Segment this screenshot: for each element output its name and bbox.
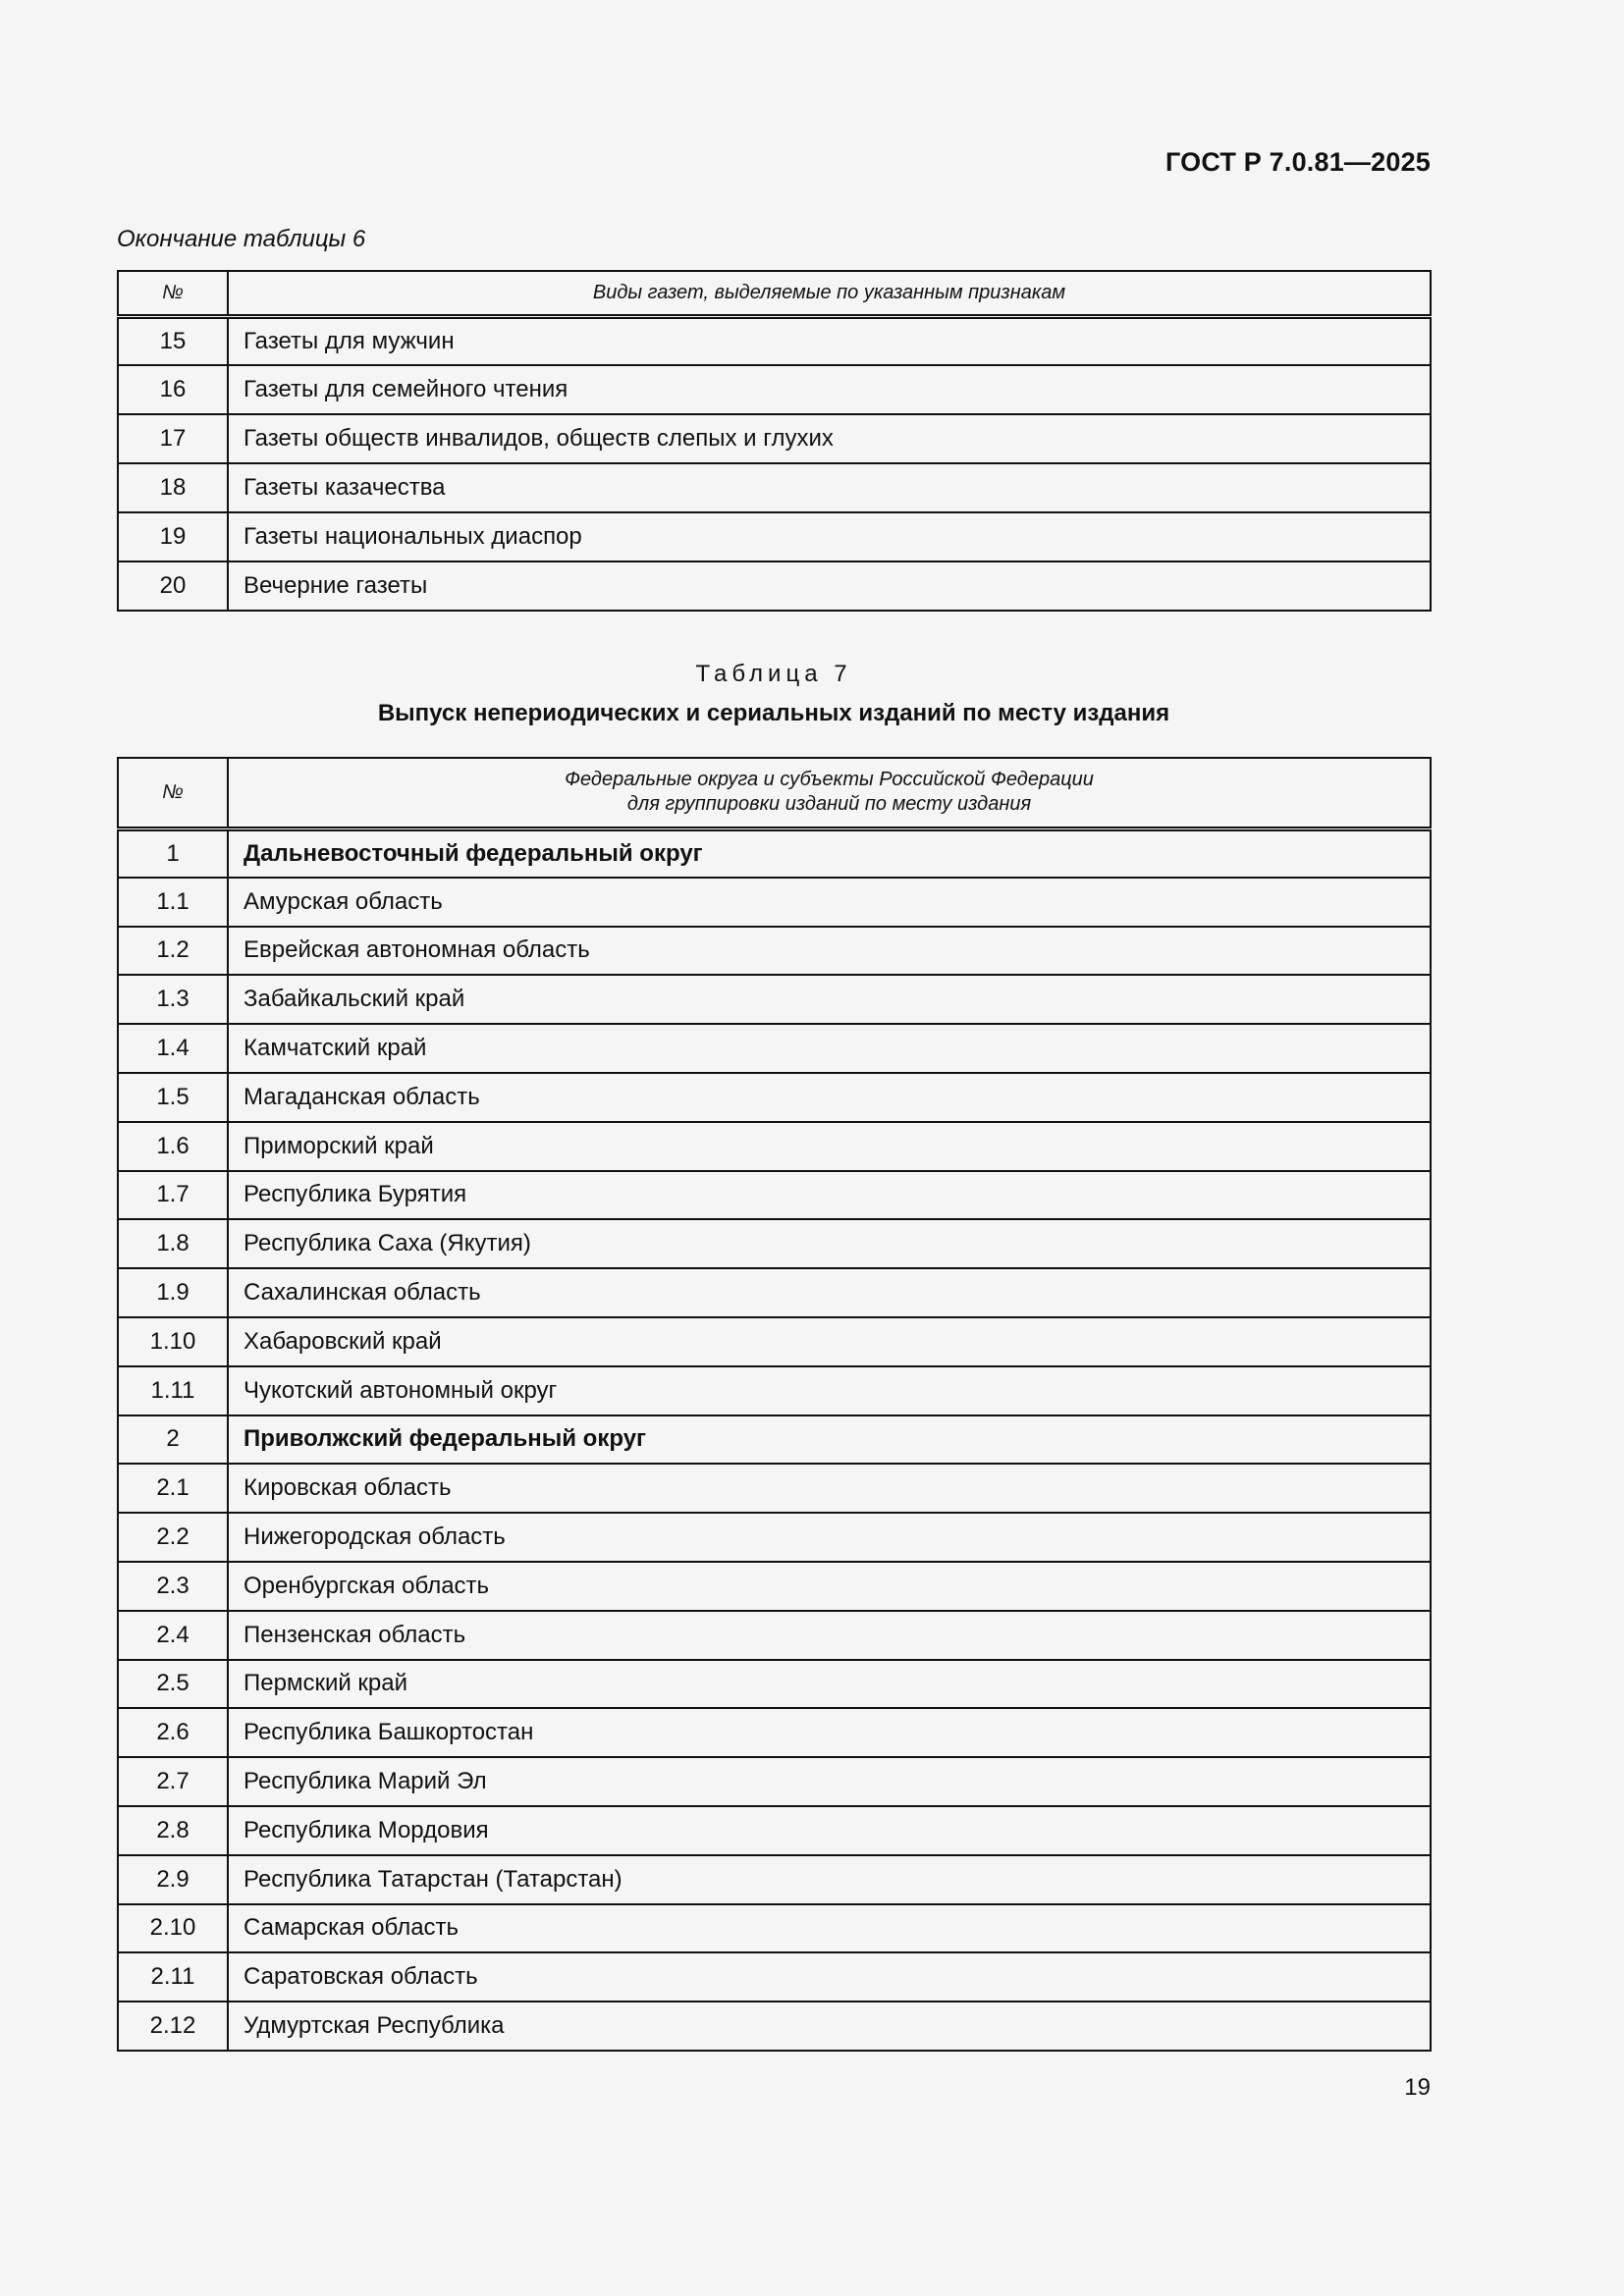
table-row — [118, 878, 1431, 927]
row-number: 1.6 — [118, 1122, 228, 1171]
row-number: 18 — [118, 463, 228, 512]
table-row — [118, 316, 1431, 365]
row-number: 2.6 — [118, 1708, 228, 1757]
table-row — [118, 561, 1431, 611]
row-number: 1.2 — [118, 927, 228, 976]
table-row — [118, 1757, 1431, 1806]
table-row — [118, 1611, 1431, 1660]
row-number: 1.1 — [118, 878, 228, 927]
page-number: 19 — [1404, 2074, 1431, 2101]
row-number: 1.7 — [118, 1171, 228, 1220]
row-name: Газеты национальных диаспор — [228, 512, 1431, 561]
table-7-header-row — [118, 758, 1431, 828]
row-name: Удмуртская Республика — [228, 2002, 1431, 2051]
row-name: Камчатский край — [228, 1024, 1431, 1073]
table-row — [118, 414, 1431, 463]
row-name: Дальневосточный федеральный округ — [228, 828, 1431, 878]
row-name: Республика Мордовия — [228, 1806, 1431, 1855]
row-number: 1.9 — [118, 1268, 228, 1317]
table-row — [118, 1513, 1431, 1562]
table-row — [118, 1660, 1431, 1709]
row-number: 1.5 — [118, 1073, 228, 1122]
column-header-line-2: для группировки изданий по месту издания — [626, 793, 1032, 816]
table-row — [118, 828, 1431, 878]
column-header-newspaper-types: Виды газет, выделяемые по указанным признакам — [228, 271, 1431, 316]
row-name: Пермский край — [228, 1660, 1431, 1709]
row-name: Саратовская область — [228, 1952, 1431, 2002]
row-name: Газеты обществ инвалидов, обществ слепых и глухих — [228, 414, 1431, 463]
table-row — [118, 975, 1431, 1024]
row-number: 1.3 — [118, 975, 228, 1024]
row-name: Нижегородская область — [228, 1513, 1431, 1562]
row-name: Магаданская область — [228, 1073, 1431, 1122]
table-row — [118, 2002, 1431, 2051]
table-row — [118, 1219, 1431, 1268]
row-name: Пензенская область — [228, 1611, 1431, 1660]
table-row — [118, 1464, 1431, 1513]
table-row — [118, 365, 1431, 414]
row-name: Приволжский федеральный округ — [228, 1415, 1431, 1465]
table-row — [118, 1855, 1431, 1904]
row-name: Приморский край — [228, 1122, 1431, 1171]
row-name: Кировская область — [228, 1464, 1431, 1513]
table-row — [118, 1562, 1431, 1611]
table-row — [118, 1708, 1431, 1757]
table-row — [118, 1073, 1431, 1122]
column-header-number: № — [118, 271, 228, 316]
table-row — [118, 1904, 1431, 1953]
table-6-header-row — [118, 271, 1431, 316]
row-number: 2.11 — [118, 1952, 228, 2002]
table-row — [118, 927, 1431, 976]
table-row — [118, 1122, 1431, 1171]
row-number: 15 — [118, 316, 228, 365]
table-row — [118, 1415, 1431, 1465]
row-name: Газеты казачества — [228, 463, 1431, 512]
row-name: Сахалинская область — [228, 1268, 1431, 1317]
row-name: Забайкальский край — [228, 975, 1431, 1024]
row-number: 2.8 — [118, 1806, 228, 1855]
row-number: 2.5 — [118, 1660, 228, 1709]
row-number: 1.4 — [118, 1024, 228, 1073]
row-number: 2.9 — [118, 1855, 228, 1904]
table-row — [118, 1806, 1431, 1855]
row-name: Республика Бурятия — [228, 1171, 1431, 1220]
row-name: Вечерние газеты — [228, 561, 1431, 611]
row-number: 2.4 — [118, 1611, 228, 1660]
table-6-body — [118, 316, 1431, 611]
row-name: Газеты для семейного чтения — [228, 365, 1431, 414]
row-number: 2 — [118, 1415, 228, 1465]
row-name: Республика Татарстан (Татарстан) — [228, 1855, 1431, 1904]
table-row — [118, 1366, 1431, 1415]
row-name: Хабаровский край — [228, 1317, 1431, 1366]
row-name: Самарская область — [228, 1904, 1431, 1953]
table-row — [118, 463, 1431, 512]
table-row — [118, 512, 1431, 561]
row-name: Газеты для мужчин — [228, 316, 1431, 365]
table-row — [118, 1171, 1431, 1220]
row-number: 2.2 — [118, 1513, 228, 1562]
row-number: 1 — [118, 828, 228, 878]
row-number: 2.3 — [118, 1562, 228, 1611]
row-number: 2.10 — [118, 1904, 228, 1953]
row-number: 1.8 — [118, 1219, 228, 1268]
row-name: Оренбургская область — [228, 1562, 1431, 1611]
row-name: Чукотский автономный округ — [228, 1366, 1431, 1415]
row-name: Республика Башкортостан — [228, 1708, 1431, 1757]
table-7-caption: Таблица 7 — [695, 661, 852, 687]
table-7 — [117, 757, 1432, 2052]
row-number: 20 — [118, 561, 228, 611]
row-number: 17 — [118, 414, 228, 463]
row-name: Еврейская автономная область — [228, 927, 1431, 976]
row-number: 1.11 — [118, 1366, 228, 1415]
table-row — [118, 1952, 1431, 2002]
table-row — [118, 1268, 1431, 1317]
row-name: Республика Саха (Якутия) — [228, 1219, 1431, 1268]
document-code: ГОСТ Р 7.0.81—2025 — [1164, 147, 1431, 177]
column-header-number: № — [118, 758, 228, 828]
column-header-federal-districts — [228, 758, 1431, 828]
table-6-continuation-label: Окончание таблицы 6 — [117, 226, 366, 252]
table-7-body — [118, 828, 1431, 2051]
row-number: 2.1 — [118, 1464, 228, 1513]
table-row — [118, 1024, 1431, 1073]
table-6 — [117, 270, 1432, 612]
row-name: Республика Марий Эл — [228, 1757, 1431, 1806]
column-header-line-1: Федеральные округа и субъекты Российской Федерации — [565, 769, 1094, 791]
row-number: 2.7 — [118, 1757, 228, 1806]
row-number: 2.12 — [118, 2002, 228, 2051]
row-number: 16 — [118, 365, 228, 414]
table-7-title: Выпуск непериодических и сериальных изданий по месту издания — [377, 700, 1170, 726]
row-number: 1.10 — [118, 1317, 228, 1366]
row-number: 19 — [118, 512, 228, 561]
row-name: Амурская область — [228, 878, 1431, 927]
table-row — [118, 1317, 1431, 1366]
